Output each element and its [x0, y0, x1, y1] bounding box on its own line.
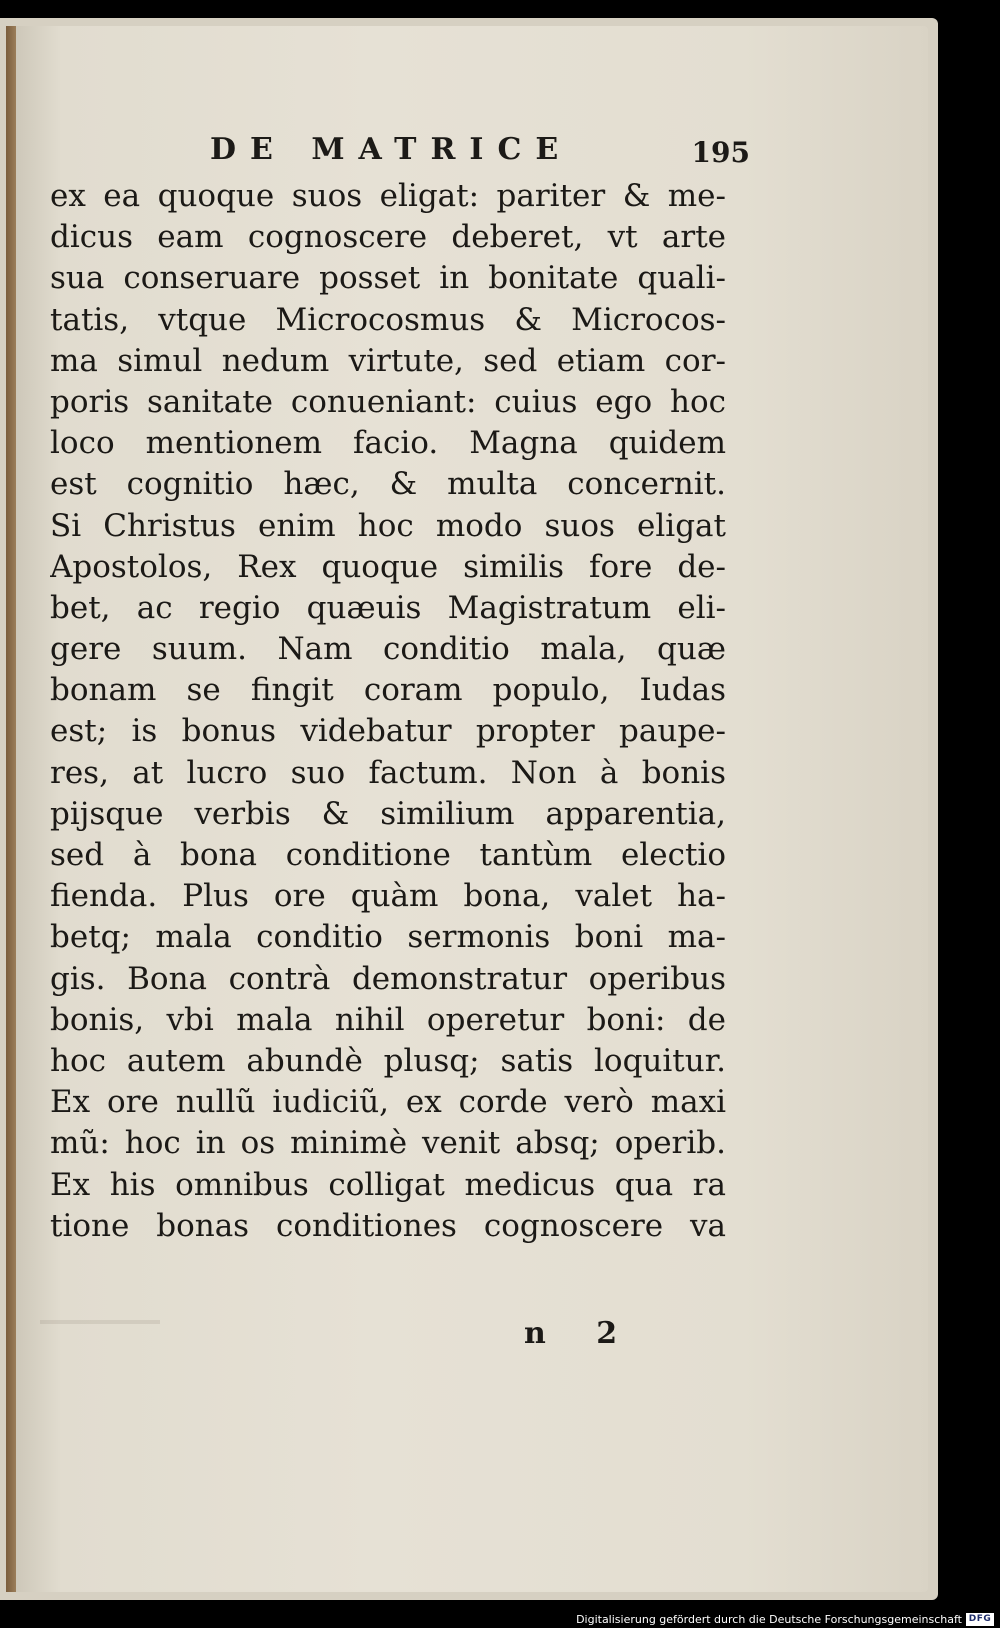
running-head	[210, 132, 750, 172]
text-line: mũ: hoc in os minimè venit absq; operib.	[50, 1125, 726, 1162]
running-title: DE MATRICE	[210, 132, 573, 167]
text-line: est; is bonus videbatur propter paupe-	[50, 713, 726, 750]
text-line: ex ea quoque suos eligat: pariter & me-	[50, 178, 726, 214]
show-through-mark	[40, 1320, 160, 1324]
text-line: poris sanitate conueniant: cuius ego hoc	[50, 383, 726, 420]
page-number: 195	[691, 136, 750, 169]
text-line: Si Christus enim hoc modo suos eligat	[50, 507, 726, 544]
text-line: loco mentionem facio. Magna quidem	[50, 425, 726, 462]
body-text	[50, 176, 726, 1247]
text-line: gere suum. Nam conditio mala, quæ	[50, 631, 726, 668]
text-line: bet, ac regio quæuis Magistratum eli-	[50, 589, 726, 626]
text-line: sua conseruare posset in bonitate quali-	[50, 260, 726, 297]
text-line: sed à bona conditione tantùm electio	[50, 837, 726, 873]
text-line: betq; mala conditio sermonis boni ma-	[50, 919, 726, 956]
text-line: res, at lucro suo factum. Non à bonis	[50, 754, 726, 791]
text-line: hoc autem abundè plusq; satis loquitur.	[50, 1042, 726, 1079]
text-line: bonis, vbi mala nihil operetur boni: de	[50, 1001, 726, 1038]
text-line: Apostolos, Rex quoque similis fore de-	[50, 548, 726, 585]
book-spine	[6, 26, 16, 1592]
text-line: bonam se fingit coram populo, Iudas	[50, 672, 726, 709]
signature-mark: n 2	[524, 1316, 638, 1351]
text-line: ma simul nedum virtute, sed etiam cor-	[50, 342, 726, 379]
text-line: Ex his omnibus colligat medicus qua ra	[50, 1166, 726, 1203]
text-line: gis. Bona contrà demonstratur operibus	[50, 960, 726, 997]
text-line: est cognitio hæc, & multa concernit.	[50, 466, 726, 503]
text-line: tatis, vtque Microcosmus & Microcos-	[50, 301, 726, 338]
digitization-credit: Digitalisierung gefördert durch die Deutsche Forschungsgemeinschaft	[576, 1613, 962, 1626]
text-line: dicus eam cognoscere deberet, vt arte	[50, 219, 726, 256]
text-line: Ex ore nullũ iudiciũ, ex corde verò maxi	[50, 1084, 726, 1121]
text-line: fienda. Plus ore quàm bona, valet ha-	[50, 878, 726, 915]
dfg-logo: DFG	[966, 1613, 994, 1626]
text-line: tione bonas conditiones cognoscere va	[50, 1207, 726, 1244]
text-line: pijsque verbis & similium apparentia,	[50, 795, 726, 832]
